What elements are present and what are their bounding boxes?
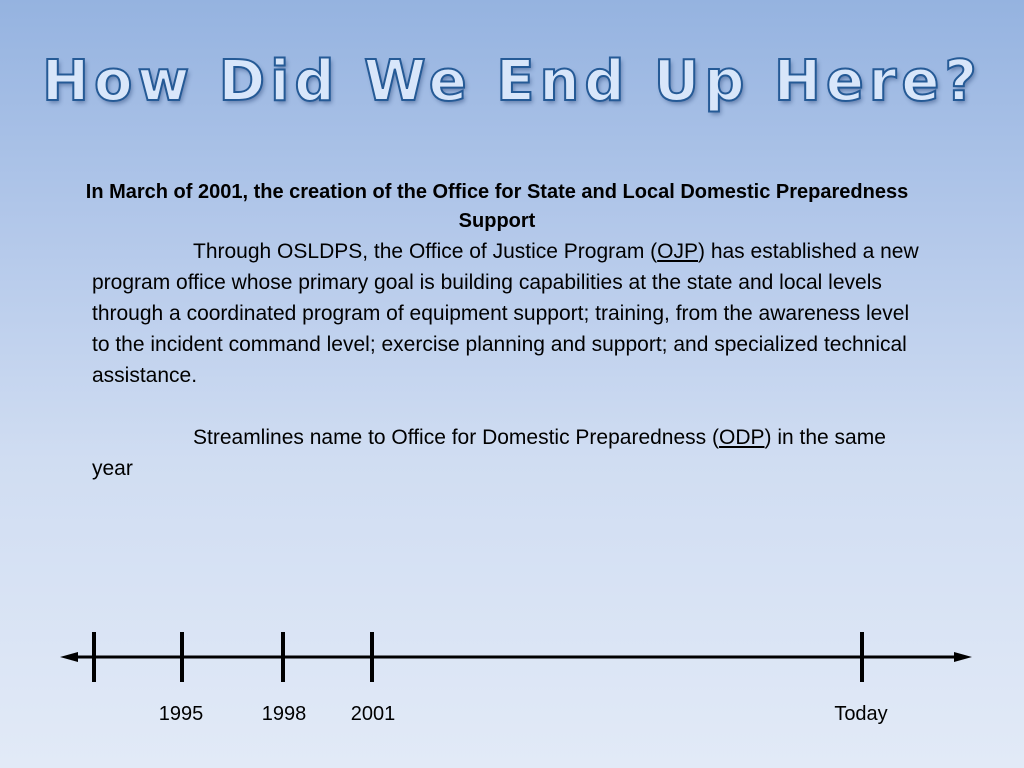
paragraph-spacer	[92, 391, 922, 422]
ojp-abbreviation: OJP	[657, 240, 698, 263]
paragraph-odp-text-end: ) in the same year	[92, 426, 886, 480]
timeline-label-1995: 1995	[158, 703, 204, 725]
timeline-left-arrow	[60, 652, 78, 662]
paragraph-odp-text-start: Streamlines name to Office for Domestic Preparedness (	[193, 426, 719, 449]
paragraph-ojp-text-start: Through OSLDPS, the Office of Justice Program (	[193, 240, 658, 263]
paragraph-ojp-text-end: ) has established a new program office whose primary goal is building capabilities at the state and local levels through a coordinated program of equipment support; training, from the awareness level to the incident command level; exercise planning and support; and specialized technical assistance.	[92, 240, 919, 387]
paragraph-odp	[92, 422, 922, 484]
timeline-right-arrow	[954, 652, 972, 662]
timeline-label-1998: 1998	[261, 703, 307, 725]
timeline-label-2001: 2001	[350, 703, 396, 725]
slide-heading: In March of 2001, the creation of the Office for State and Local Domestic Preparedness Support	[85, 181, 909, 232]
odp-abbreviation: ODP	[719, 426, 765, 449]
timeline	[0, 620, 1024, 740]
timeline-graphic	[0, 620, 1024, 700]
slide-title: How Did We End Up Here?	[42, 49, 982, 114]
timeline-label-today: Today	[834, 703, 888, 725]
paragraph-ojp	[92, 236, 922, 391]
slide-body	[85, 178, 922, 484]
